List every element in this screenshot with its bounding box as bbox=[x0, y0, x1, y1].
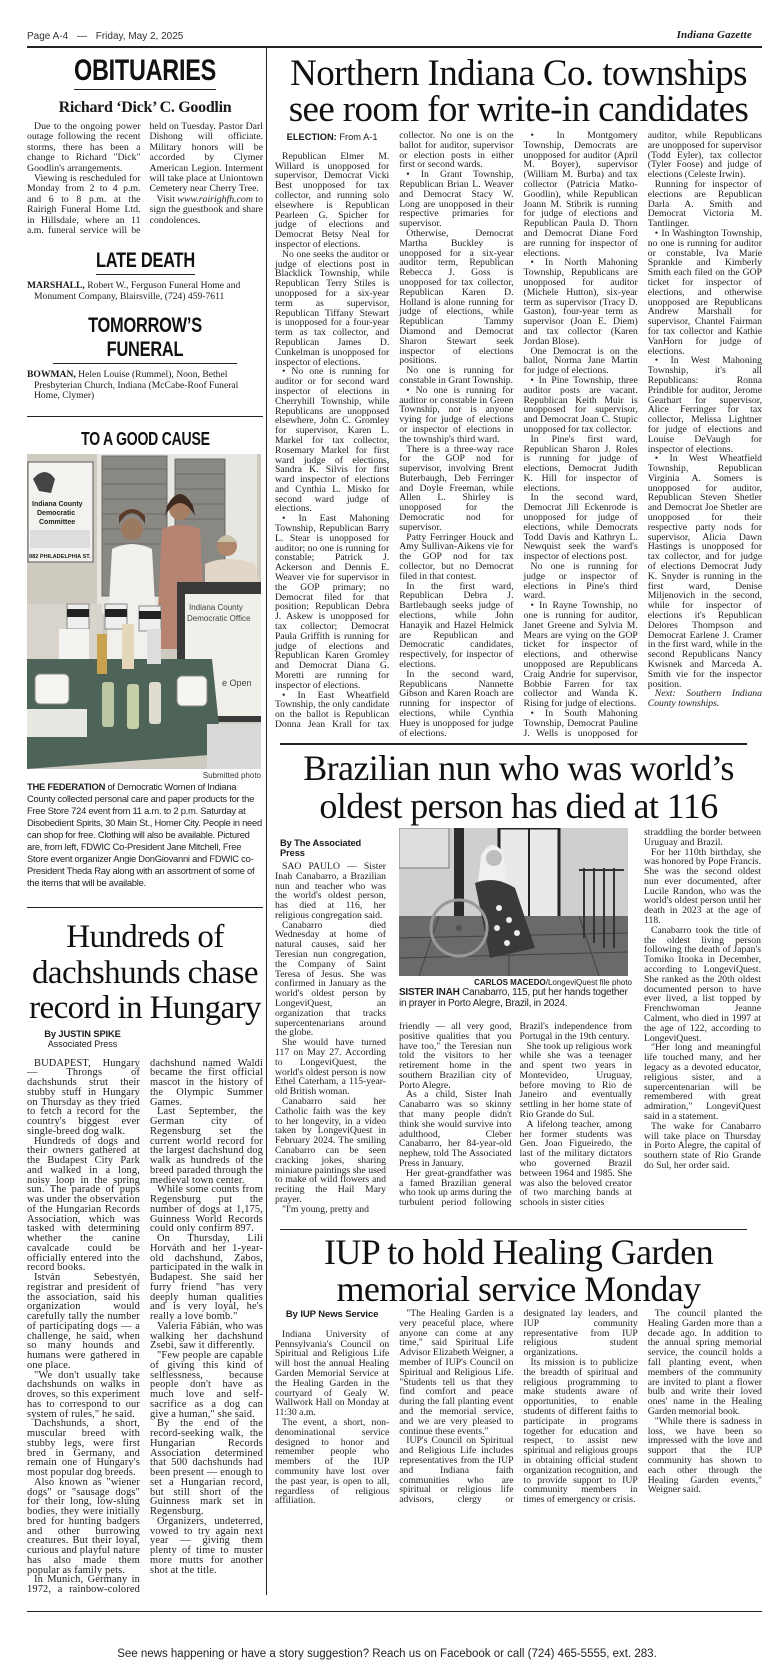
svg-text:Democratic: Democratic bbox=[37, 510, 76, 518]
nun-photo-caption: SISTER INAH Canabarro, 115, put her hands together in prayer in Porto Alegre, Brazil, in 2024. bbox=[399, 986, 628, 1010]
section-rule bbox=[280, 1229, 747, 1231]
svg-text:Committee: Committee bbox=[39, 519, 76, 527]
election-article-body bbox=[275, 131, 762, 738]
left-column bbox=[27, 47, 267, 1595]
header-separator: — bbox=[76, 31, 87, 42]
article-paragraph: Dachshunds, a short, muscular breed with stubby legs, were first bred in Germany, and remain one of Hungary's most popular dog breeds. bbox=[27, 1418, 140, 1479]
obituaries-heading: OBITUARIES bbox=[27, 54, 263, 90]
dachshund-byline: By JUSTIN SPIKE Associated Press bbox=[44, 1028, 121, 1049]
dachshund-article-body bbox=[27, 1059, 263, 1595]
good-cause-heading: TO A GOOD CAUSE bbox=[80, 429, 210, 450]
article-paragraph: While some counts from Regensburg put the number of dogs at 1,175, Guinness World Records could only confirm 897. bbox=[150, 1184, 263, 1235]
svg-text:982 PHILADELPHIA ST.: 982 PHILADELPHIA ST. bbox=[29, 554, 91, 561]
article-paragraph: • In Grant Township, Republican Brian L. Weaver and Democrat Stacy W. Long are unopposed in their respective primaries for supervisor. bbox=[399, 169, 514, 230]
footer-text: See news happening or have a story suggestion? Reach us on Facebook or call (724) 465-5555, ext. 283. bbox=[117, 1648, 657, 1661]
article-paragraph: In the second ward, Republicans Nannette Gibson and Karen Roach are running for inspector of elections, while Cynthia Huey is unopposed for judge of elections. bbox=[399, 668, 514, 739]
page-header-info bbox=[27, 31, 183, 42]
article-paragraph: • In South Mahoning Township, Democrat Pauline J. Wells is unopposed for auditor, while Republicans are unopposed for supervisor (Todd Eyler), tax collector (Tyler Foose) and judge of elections (Celeste Irwin). bbox=[523, 130, 762, 739]
article-paragraph: Valeria Fábián, who was walking her dachshund Zsebi, saw it differently. bbox=[150, 1320, 263, 1352]
article-paragraph: Canabarro died Wednesday at home of natural causes, said her Teresian nun congregation, the Company of Saint Teresa of Jesus. She was confirmed in January as the world's oldest person by LongeviQuest, an organization that tracks supercentenarians around the globe. bbox=[275, 919, 386, 1039]
article-paragraph: • In Montgomery Township, Democrats are unopposed for auditor (April M. Boyer), supervisor (William M. Burba) and tax collector (Patricia Matko-Goodlin), while Republican Joann M. Stibrik is running for judge of elections and Republican Paula D. Thorn and Democrat Diane Ford are running for inspector of elections. bbox=[523, 130, 638, 259]
article-paragraph: Hundreds of dogs and their owners gathered at the Budapest City Park and walked in a long, noisy loop in the spring sun. The parade of pups was under the observation of the Hungarian Records Association, which was tasked with determining whether the canine cavalcade could be officially entered into the record books. bbox=[27, 1135, 140, 1274]
photo-caption: THE FEDERATION of Democratic Women of Indiana County collected personal care and paper products for the Free Store 724 event from 11 a.m. to 2 p.m. Saturday at Disobedient Spirits, 30 Main St., Homer City. People in need can shop for free. Clothing will also be available. Pictured are, from left, FDWIC Co-President Jane Mitchell, Free Store event organizer Angie DonGiovanni and FDWIC co-President Theda Ray along with an assortment of some of the items that will be available. bbox=[27, 781, 262, 888]
next-installment-note: Next: Southern Indiana County townships. bbox=[647, 688, 762, 710]
article-paragraph: In the first ward, Republican Debra J. Bartlebaugh seeks judge of elections, while John Hanayik and Hazel Helmick are Republican and Democratic candidates, respectively, for inspector of elections. bbox=[399, 580, 514, 671]
article-paragraph: In Pine's first ward, Republican Sharon J. Roles is running for judge of elections, Democrat Judith K. Hill for inspector of elections. bbox=[523, 433, 638, 494]
svg-text:e Open: e Open bbox=[222, 678, 252, 689]
article-paragraph: BUDAPEST, Hungary — Throngs of dachshunds strut their stubby stuff in Hungary on Thursday as they tried to fetch a record for the country's biggest ever single-breed dog walk. bbox=[27, 1057, 140, 1137]
article-paragraph: Running for inspector of elections are Republican Darla A. Smith and Democrat Victoria M. Tantlinger. bbox=[647, 178, 762, 230]
article-paragraph: • No one is running for auditor or for second ward inspector of elections in Cherryhill Township, while Republicans are unopposed elsewhere, John C. Gromley for supervisor, Karen L. Markel for tax collector, Rosemary Markel for first ward judge of elections, Sandra K. Silvis for first ward inspector of elections and Cynthia L. Misko for second ward judge of elections. bbox=[275, 366, 390, 515]
article-paragraph: Last September, the German city of Regensburg set the current world record for the largest dachshund dog walk as hundreds of the breed paraded through the medieval town center. bbox=[150, 1106, 263, 1186]
footer-rule bbox=[27, 1611, 762, 1613]
page-columns bbox=[27, 47, 762, 1595]
article-paragraph: "We don't usually take dachshunds on walks in droves, so this experiment has to correspond to our system of rules," he said. bbox=[27, 1369, 140, 1420]
iup-headline: IUP to hold Healing Garden memorial service Monday bbox=[324, 1232, 713, 1310]
federation-photo bbox=[27, 454, 261, 769]
article-paragraph: IUP's Council on Spiritual and Religious Life includes representatives from the IUP and Indiana faith communities who are spiritual or religious life advisors, clergy or designated lay leaders, and IUP community representative from IUP religious student organizations. bbox=[399, 1308, 638, 1506]
article-paragraph: Due to the ongoing power outage following the recent storms, there has been a change to Richard "Dick" Goodlin's arrangements. bbox=[27, 121, 141, 174]
article-paragraph: The council planted the Healing Garden more than a decade ago. In addition to the annual spring memorial service, the council holds a fall planting event, when members of the community are invited to plant a flower bulb and write their loved ones' name in the Healing Garden memorial book. bbox=[647, 1308, 762, 1418]
nun-middle bbox=[399, 828, 632, 1208]
svg-text:Indiana County: Indiana County bbox=[189, 603, 243, 613]
article-paragraph: No one is running for constable in Grant Township. bbox=[399, 365, 514, 386]
article-paragraph: A lifelong teacher, among her former students was Gen. Joao Figueiredo, the last of the military dictators who governed Brazil between 1964 and 1985. She was also the beloved creator of two marching bands at schools in sister cities bbox=[519, 1118, 632, 1209]
jump-label: ELECTION: From A-1 bbox=[286, 132, 378, 142]
issue-date: Friday, May 2, 2025 bbox=[95, 31, 184, 42]
nun-photo-credit: CARLOS MACEDO/LongeviQuest file photo bbox=[474, 977, 632, 987]
tomorrows-funeral-heading: TOMORROW’S FUNERAL bbox=[27, 314, 263, 364]
article-paragraph: "I'm young, pretty and bbox=[282, 1203, 369, 1215]
article-paragraph: Patty Ferringer Houck and Amy Sullivan-Aikens vie for the GOP nod for tax collector, but no Democrat filed in that contest. bbox=[399, 531, 514, 582]
article-paragraph: On Thursday, Lili Horváth and her 1-year-old dachshund, Zabos, participated in the walk in Budapest. She said her furry friend "has very deeply human qualities and is very loyal, he's really a love bomb." bbox=[150, 1233, 263, 1323]
sister-inah-photo bbox=[399, 828, 628, 976]
nun-headline: Brazilian nun who was world’s oldest person has died at 116 bbox=[303, 747, 734, 826]
article-paragraph: Indiana University of Pennsylvania's Council on Spiritual and Religious Life will host the annual Healing Garden Memorial Service at the Healing Garden in the courtyard of Gealy W. Wallwork Hall on Monday at 11:30 a.m. bbox=[275, 1328, 390, 1419]
nun-article bbox=[275, 828, 762, 1215]
article-paragraph: Its mission is to publicize the breadth of spiritual and religious programming to make students aware of opportunities, to enable students of different faiths to participate in programs together for education and respect, to assist new spiritual and religious groups in obtaining official student organization recognition, and to provide support to IUP community members in times of emergency or crisis. bbox=[523, 1357, 638, 1506]
article-paragraph: friendly — all very good, positive qualities that you have too," the Teresian nun told the visitors to her retirement home in the southern Brazilian city of Porto Alegre. bbox=[399, 1020, 512, 1091]
article-paragraph: • In Washington Township, no one is running for auditor or constable, Iva Marie Sprankle and Kimberly Smith each filed on the GOP ticket for inspector of elections, and otherwise unopposed are Republicans Andrew Marshall for supervisor, Chantel Fairman for tax collector and Kathie VanHorn for judge of elections. bbox=[647, 227, 762, 357]
article-paragraph: She took up religious work while she was a teenager and spent two years in Montevideo, Uruguay, before moving to Rio de Janeiro and eventually settling in her home state of Rio Grande do Sul. bbox=[519, 1040, 632, 1121]
guestbook-url: www.rairighfh.com bbox=[177, 193, 253, 205]
iup-article-body bbox=[275, 1309, 762, 1506]
article-paragraph: István Sebestyén, registrar and president of the association, said his organization would carefully tally the number of participating dogs — a challenge, he said, when so many hounds and humans were gathered in one place. bbox=[27, 1272, 140, 1371]
article-paragraph: • In West Wheatfield Township, Republican Virginia A. Somers is unopposed for auditor, Republican Steven Shetler and Democrat Joe Shetler are unopposed for their respective party nods for supervisor, Alicia Dawn Hastings is unopposed for tax collector, and for judge of elections Democrat Judy K. Snyder is running in the first ward, Denise Miljenovich in the second, while for inspector of elections it's Republican Delores Thompson and Democrat Earlene J. Cramer in the first ward, while in the second Republicans Nancy Kwisnek and Marceda A. Smith vie for the inspector position. bbox=[647, 453, 762, 690]
article-paragraph: The wake for Canabarro will take place on Thursday in Porto Alegre, the capital of southern state of Rio Grande do Sul, her order said. bbox=[644, 1120, 761, 1171]
article-paragraph: • In North Mahoning Township, Republicans are unopposed for auditor (Michele Hutton), six-year term as supervisor (Tracy D. Gaston), four-year term as supervisor (Joan E. Diem) and tax collector (Karen Jordan Blose). bbox=[523, 257, 638, 347]
nun-article-col4 bbox=[644, 828, 761, 1171]
article-paragraph: • No one is running for auditor or constable in Green Township, nor is anyone vying for judge of elections or inspector of elections in the township's third ward. bbox=[399, 384, 514, 445]
article-paragraph: • In West Mahoning Township, it's all Republicans: Ronna Prindible for auditor, Jerome Gearhart for supervisor, Alice Ferringer for tax collector, Melissa Lightner for judge of elections and Louise DeVaugh for inspector of elections. bbox=[647, 355, 762, 455]
election-headline: Northern Indiana Co. townships see room for write-in candidates bbox=[288, 53, 749, 130]
article-paragraph: The event, a short, non-denominational service designed to honor and remember people who members of the IUP community have lost over the past year, is open to all, regardless of religious affiliation. bbox=[275, 1417, 390, 1507]
nun-byline: By The Associated Press bbox=[280, 837, 362, 858]
article-paragraph: SAO PAULO — Sister Inah Canabarro, a Brazilian nun and teacher who was the world's oldest person, has died at 116, her religious congregation said. bbox=[275, 860, 386, 921]
article-paragraph: Republican Elmer M. Willard is unopposed for supervisor, Democrat Vicki Best unopposed for tax collector, and running solo elsewhere is Republican Pearleen G. Spicher for judge of elections and Democrat Betsy Neal for inspector of elections. bbox=[275, 150, 390, 250]
article-paragraph: Viewing is rescheduled for Monday from 2 to 4 p.m. and 6 to 8 p.m. at the Rairigh Funeral Home Ltd. in Hillsdale, where an 11 a.m. funeral service will be held on Tuesday. Pastor Darl Dishong will officiate. Military honors will be accorded by Clymer American Legion. Interment will take place at Uniontown Cemetery near Cherry Tree. bbox=[27, 121, 263, 237]
article-paragraph: For her 110th birthday, she was honored by Pope Francis. She was the second oldest nun ever documented, after Lucile Randon, who was the world's oldest person until her death in 2023 at the age of 118. bbox=[644, 846, 761, 927]
masthead: Indiana Gazette bbox=[676, 29, 752, 41]
dachshund-headline: Hundreds of dachshunds chase record in Hungary bbox=[29, 919, 261, 1027]
right-column bbox=[275, 47, 762, 1595]
article-paragraph: No one is running for judge or inspector of elections in Pine's third ward. bbox=[523, 561, 638, 602]
article-paragraph: • In Rayne Township, no one is running for auditor, Janet Greene and Sylvia M. Mears are vying on the GOP ticket for inspector of elections, and otherwise unopposed are Republicans Craig Andrie for supervisor, Bobbie Farren for tax collector and Wanda K. Rising for judge of elections. bbox=[523, 600, 638, 710]
article-paragraph: Organizers, undeterred, vowed to try again next year — giving them plenty of time to muster more mutts for another shot at the title. bbox=[150, 1515, 263, 1576]
article-paragraph: "The Healing Garden is a very peaceful place, where anyone can come at any time," said Spiritual Life Advisor Elizabeth Weigner, a member of IUP's Council on Spiritual and Religious Life. "Students tell us that they find comfort and peace during the fall planting event and the memorial service, and we are very pleased to continue these events." bbox=[399, 1308, 514, 1437]
article-paragraph: There is a three-way race for the GOP nod for supervisor, involving Brent Buterbaugh, Deb Ferringer and Doyle Freeman, while Allen L. Shirley is unopposed for the Democratic nod for supervisor. bbox=[399, 443, 514, 533]
article-paragraph: In the second ward, Democrat Jill Eckenrode is unopposed for judge of elections, while Democrats Todd Davis and Kathryn L. Newquist seek the ward's inspector of elections post. bbox=[523, 492, 638, 563]
funeral-entry: BOWMAN, Helen Louise (Rummel), Noon, Bethel Presbyterian Church, Indiana (McCabe-Roof Funeral Home, Clymer) bbox=[27, 369, 239, 402]
article-paragraph: • In East Mahoning Township, Republican Barry L. Stear is unopposed for auditor; no one is running for constable; Patrick J. Ackerson and Dennis E. Weaver vie for supervisor in the GOP primary; no Democrat filed for that position; Republican Debra J. Askew is unopposed for tax collector; Democrat Paula Griffith is running for judge of elections and Republican Karen Gromley and Democrat Diana G. Moretti are running for inspector of elections. bbox=[275, 513, 390, 691]
svg-text:Indiana County: Indiana County bbox=[32, 501, 83, 509]
nun-article-col1 bbox=[275, 862, 386, 1215]
article-paragraph: "Few people are capable of giving this kind of selflessness, because people don't have as much love and self-sacrifice as a dog can give a human," she said. bbox=[150, 1350, 263, 1420]
section-rule bbox=[27, 907, 263, 909]
header-rule bbox=[27, 46, 762, 48]
article-paragraph: Canabarro took the title of the oldest living person following the death of Japan's Tomiko Itooka in December, according to LongeviQuest. She ranked as the 20th oldest documented person to have ever lived, a list topped by Frenchwoman Jeanne Calment, who died in 1997 at the age of 122, according to LongeviQuest. bbox=[644, 924, 761, 1044]
late-death-heading: LATE DEATH bbox=[27, 248, 263, 275]
iup-byline: By IUP News Service bbox=[285, 1309, 379, 1321]
article-paragraph: Canabarro said her Catholic faith was the key to her longevity, in a video taken by LongeviQuest in February 2024. The smiling Canabarro can be seen cracking jokes, sharing miniature paintings she used to make of wild flowers and reciting the Hail Mary prayer. bbox=[275, 1096, 386, 1205]
page-number: Page A-4 bbox=[27, 31, 69, 42]
article-paragraph: Otherwise, Democrat Martha Buckley is unopposed for a six-year auditor term, Republican Rebecca J. Goss is unopposed for tax collector, Republican Karen D. Holland is alone running for judge of elections, while Republican Tammy Diamond and Democrat Sharon Stewart seek inspector of elections positions. bbox=[399, 227, 514, 367]
nun-article-middle bbox=[399, 1022, 632, 1208]
article-paragraph: By the end of the record-seeking walk, the Hungarian Records Association determined that 500 dachshunds had been present — enough to set a Hungarian record, but still short of the Guinness mark set in Regensburg. bbox=[150, 1418, 263, 1518]
section-rule bbox=[27, 416, 263, 418]
article-paragraph: • In Pine Township, three auditor posts are vacant. Republican Keith Muir is unopposed for supervisor, and Democrat Joan C. Stupic unopposed for tax collector. bbox=[523, 374, 638, 435]
obituary-visit-line: Visit www.rairighfh.com to sign the guestbook and share condolences. bbox=[149, 193, 263, 226]
article-paragraph: • In East Wheatfield Township, the only candidate on the ballot is Republican Donna Jean Krall for tax collector. No one is on the ballot for auditor, supervisor or election posts in either first or second wards. bbox=[275, 130, 514, 731]
svg-text:Democratic Office: Democratic Office bbox=[187, 614, 251, 624]
article-paragraph: Her great-grandfather was a famed Brazilian general who took up arms during the turbulent period following Brazil's independence from Portugal in the 19th century. bbox=[399, 1020, 632, 1209]
article-paragraph: As a child, Sister Inah Canabarro was so skinny that many people didn't think she would survive into adulthood, Cleber Canabarro, her 84-year-old nephew, told The Associated Press in January. bbox=[399, 1089, 512, 1170]
article-paragraph: Also known as "wiener dogs" or "sausage dogs" for their long, low-slung bodies, they were initially bred for hunting badgers and other burrowing creatures. But their loyal, curious and playful nature has also made them popular as family pets. bbox=[27, 1476, 140, 1576]
photo-credit: Submitted photo bbox=[202, 771, 261, 781]
article-paragraph: She would have turned 117 on May 27. According to LongeviQuest, the world's oldest person is now Ethel Caterham, a 115-year-old British woman. bbox=[275, 1037, 386, 1098]
article-paragraph: "While there is sadness in loss, we have been so impressed with the love and support that the IUP community has shown to each other through the Healing Garden events," Weigner said. bbox=[647, 1415, 762, 1496]
article-paragraph: straddling the border between Uruguay and Brazil. bbox=[644, 826, 761, 848]
nun-column-1 bbox=[275, 828, 386, 1215]
article-paragraph: In Munich, Germany in 1972, a rainbow-colored dachshund named Waldi became the first official mascot in the history of the Olympic Summer Games. bbox=[27, 1057, 263, 1596]
committee-sign bbox=[28, 462, 93, 562]
late-death-entry: MARSHALL, Robert W., Ferguson Funeral Home and Monument Company, Blairsville, (724) 459-7611 bbox=[27, 280, 241, 302]
obituary-name: Richard ‘Dick’ C. Goodlin bbox=[58, 99, 232, 116]
article-paragraph: One Democrat is on the ballot, Norma Jane Martin for judge of elections. bbox=[523, 345, 638, 377]
article-paragraph: "Her long and meaningful life touched many, and her legacy as a devoted educator, religious sister, and a supercentenarian will be remembered with great admiration," LongeviQuest said in a statement. bbox=[644, 1042, 761, 1123]
obituary-goodlin-text bbox=[27, 122, 263, 236]
section-rule bbox=[280, 743, 747, 745]
article-paragraph: No one seeks the auditor or judge of elections post in Blacklick Township, while Republican Terry Stiles is unopposed for a six-year term as supervisor, Republican Tiffany Stewart is unopposed for a four-year term as tax collector, and Republican James D. Cunkelman is unopposed for inspector of elections. bbox=[275, 248, 390, 368]
